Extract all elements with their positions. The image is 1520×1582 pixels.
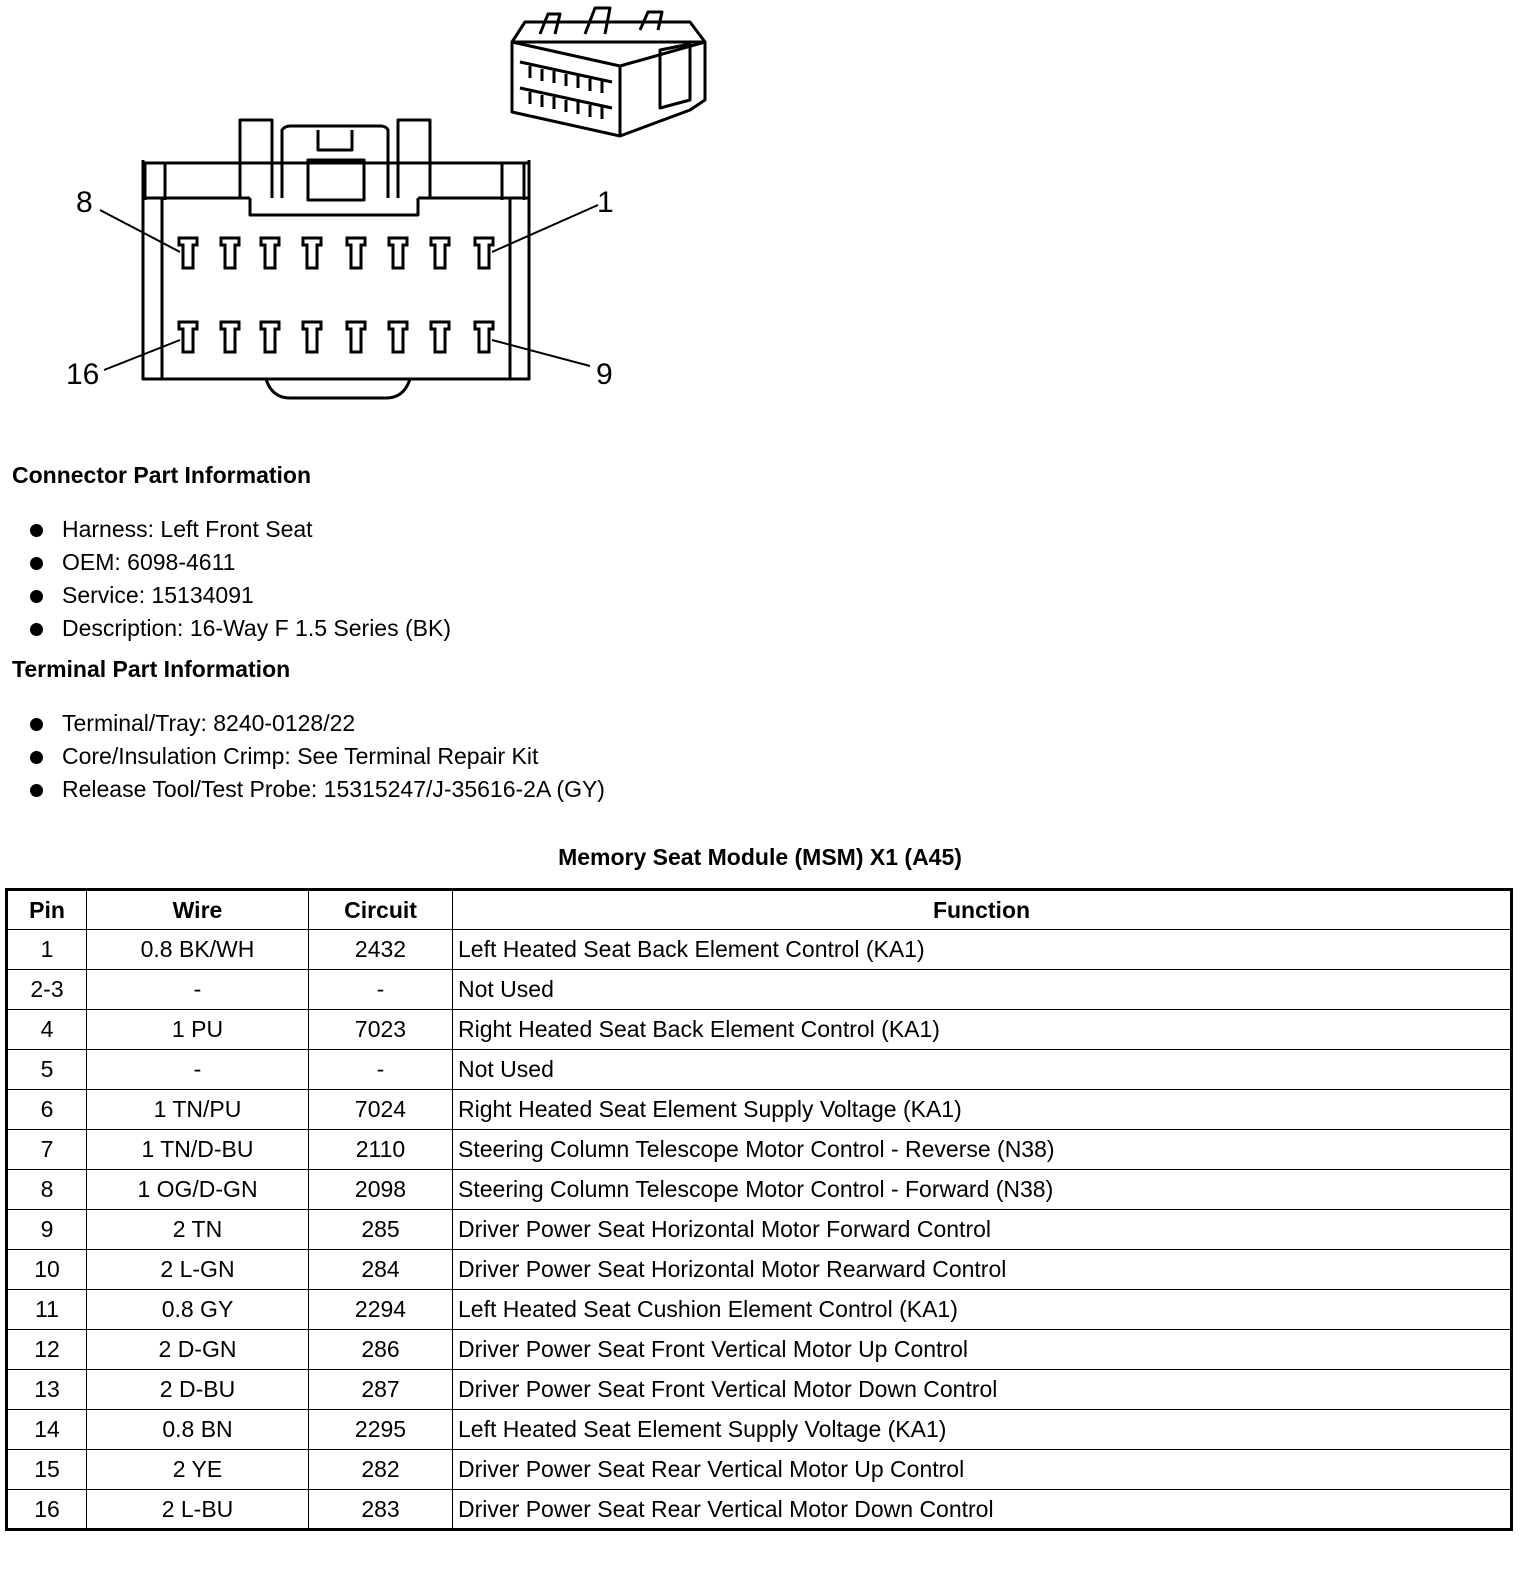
cell-wire: 1 PU — [87, 1010, 309, 1050]
connector-info-harness: Harness: Left Front Seat — [30, 513, 451, 546]
cell-circuit: 284 — [309, 1250, 453, 1290]
cell-circuit: 7023 — [309, 1010, 453, 1050]
terminal-cavity — [475, 322, 493, 352]
pin-label-16: 16 — [66, 358, 100, 391]
cell-function: Left Heated Seat Element Supply Voltage (KA1) — [453, 1410, 1512, 1450]
cell-wire: 1 TN/D-BU — [87, 1130, 309, 1170]
terminal-cavities — [179, 238, 493, 352]
cell-circuit: - — [309, 1050, 453, 1090]
terminal-cavity — [221, 322, 239, 352]
header-circuit: Circuit — [309, 890, 453, 930]
cell-wire: 0.8 GY — [87, 1290, 309, 1330]
connector-info-list — [30, 513, 451, 645]
table-title: Memory Seat Module (MSM) X1 (A45) — [558, 844, 962, 870]
table-row — [7, 970, 1512, 1010]
cell-pin: 1 — [7, 930, 87, 970]
cell-pin: 10 — [7, 1250, 87, 1290]
table-row — [7, 1050, 1512, 1090]
cell-function: Driver Power Seat Rear Vertical Motor Down Control — [453, 1490, 1512, 1530]
connector-info-description: Description: 16-Way F 1.5 Series (BK) — [30, 612, 451, 645]
cell-function: Not Used — [453, 970, 1512, 1010]
table-row — [7, 1330, 1512, 1370]
cell-wire: 0.8 BN — [87, 1410, 309, 1450]
cell-wire: 2 D-GN — [87, 1330, 309, 1370]
cell-function: Left Heated Seat Back Element Control (KA1) — [453, 930, 1512, 970]
terminal-cavity — [221, 238, 239, 268]
cell-pin: 7 — [7, 1130, 87, 1170]
terminal-info-release-tool: Release Tool/Test Probe: 15315247/J-35616-2A (GY) — [30, 773, 605, 806]
cell-circuit: 282 — [309, 1450, 453, 1490]
table-row — [7, 930, 1512, 970]
terminal-info-tray: Terminal/Tray: 8240-0128/22 — [30, 707, 605, 740]
cell-circuit: 285 — [309, 1210, 453, 1250]
cell-wire: - — [87, 1050, 309, 1090]
header-function: Function — [453, 890, 1512, 930]
cell-pin: 5 — [7, 1050, 87, 1090]
cell-circuit: - — [309, 970, 453, 1010]
table-row — [7, 1290, 1512, 1330]
cell-circuit: 2110 — [309, 1130, 453, 1170]
connector-info-title: Connector Part Information — [12, 462, 312, 488]
connector-3d-thumbnail — [512, 8, 705, 136]
connector-diagram — [0, 0, 720, 430]
pin-label-8: 8 — [76, 186, 93, 219]
terminal-cavity — [179, 238, 197, 268]
cell-circuit: 283 — [309, 1490, 453, 1530]
table-row — [7, 1210, 1512, 1250]
table-row — [7, 1090, 1512, 1130]
cell-circuit: 7024 — [309, 1090, 453, 1130]
cell-function: Steering Column Telescope Motor Control - Reverse (N38) — [453, 1130, 1512, 1170]
cell-pin: 9 — [7, 1210, 87, 1250]
cell-function: Driver Power Seat Front Vertical Motor Up Control — [453, 1330, 1512, 1370]
pin-label-9: 9 — [596, 358, 613, 391]
connector-info-service: Service: 15134091 — [30, 579, 451, 612]
pinout-table — [5, 888, 1513, 1531]
cell-circuit: 2294 — [309, 1290, 453, 1330]
cell-wire: 2 TN — [87, 1210, 309, 1250]
cell-function: Driver Power Seat Front Vertical Motor Down Control — [453, 1370, 1512, 1410]
cell-wire: 0.8 BK/WH — [87, 930, 309, 970]
header-pin: Pin — [7, 890, 87, 930]
cell-wire: 2 YE — [87, 1450, 309, 1490]
table-row — [7, 1170, 1512, 1210]
cell-function: Driver Power Seat Horizontal Motor Forward Control — [453, 1210, 1512, 1250]
cell-circuit: 2432 — [309, 930, 453, 970]
header-wire: Wire — [87, 890, 309, 930]
cell-pin: 16 — [7, 1490, 87, 1530]
terminal-cavity — [431, 238, 449, 268]
terminal-info-title: Terminal Part Information — [12, 656, 291, 682]
terminal-cavity — [303, 322, 321, 352]
pin-label-1: 1 — [597, 186, 614, 219]
cell-pin: 4 — [7, 1010, 87, 1050]
table-row — [7, 1410, 1512, 1450]
table-row — [7, 1130, 1512, 1170]
cell-wire: 2 L-BU — [87, 1490, 309, 1530]
cell-function: Not Used — [453, 1050, 1512, 1090]
terminal-cavity — [261, 322, 279, 352]
table-row — [7, 1250, 1512, 1290]
terminal-cavity — [389, 322, 407, 352]
terminal-info-list — [30, 707, 605, 806]
cell-function: Driver Power Seat Rear Vertical Motor Up Control — [453, 1450, 1512, 1490]
cell-wire: 2 L-GN — [87, 1250, 309, 1290]
cell-circuit: 286 — [309, 1330, 453, 1370]
terminal-cavity — [303, 238, 321, 268]
cell-wire: 1 TN/PU — [87, 1090, 309, 1130]
cell-wire: 2 D-BU — [87, 1370, 309, 1410]
table-row — [7, 1490, 1512, 1530]
cell-pin: 11 — [7, 1290, 87, 1330]
connector-info-oem: OEM: 6098-4611 — [30, 546, 451, 579]
pin-leader-lines — [100, 205, 598, 370]
table-header-row — [7, 890, 1512, 930]
cell-pin: 14 — [7, 1410, 87, 1450]
table-row — [7, 1010, 1512, 1050]
connector-face — [143, 120, 529, 398]
cell-function: Right Heated Seat Element Supply Voltage (KA1) — [453, 1090, 1512, 1130]
terminal-cavity — [347, 238, 365, 268]
cell-circuit: 2098 — [309, 1170, 453, 1210]
cell-pin: 6 — [7, 1090, 87, 1130]
cell-function: Driver Power Seat Horizontal Motor Rearward Control — [453, 1250, 1512, 1290]
terminal-cavity — [389, 238, 407, 268]
cell-function: Left Heated Seat Cushion Element Control (KA1) — [453, 1290, 1512, 1330]
cell-circuit: 2295 — [309, 1410, 453, 1450]
terminal-cavity — [431, 322, 449, 352]
cell-wire: - — [87, 970, 309, 1010]
terminal-cavity — [179, 322, 197, 352]
cell-function: Right Heated Seat Back Element Control (KA1) — [453, 1010, 1512, 1050]
table-row — [7, 1370, 1512, 1410]
terminal-cavity — [475, 238, 493, 268]
cell-circuit: 287 — [309, 1370, 453, 1410]
table-row — [7, 1450, 1512, 1490]
terminal-info-crimp: Core/Insulation Crimp: See Terminal Repair Kit — [30, 740, 605, 773]
terminal-cavity — [347, 322, 365, 352]
cell-pin: 12 — [7, 1330, 87, 1370]
cell-wire: 1 OG/D-GN — [87, 1170, 309, 1210]
cell-pin: 13 — [7, 1370, 87, 1410]
terminal-cavity — [261, 238, 279, 268]
cell-pin: 8 — [7, 1170, 87, 1210]
cell-pin: 15 — [7, 1450, 87, 1490]
cell-function: Steering Column Telescope Motor Control - Forward (N38) — [453, 1170, 1512, 1210]
cell-pin: 2-3 — [7, 970, 87, 1010]
